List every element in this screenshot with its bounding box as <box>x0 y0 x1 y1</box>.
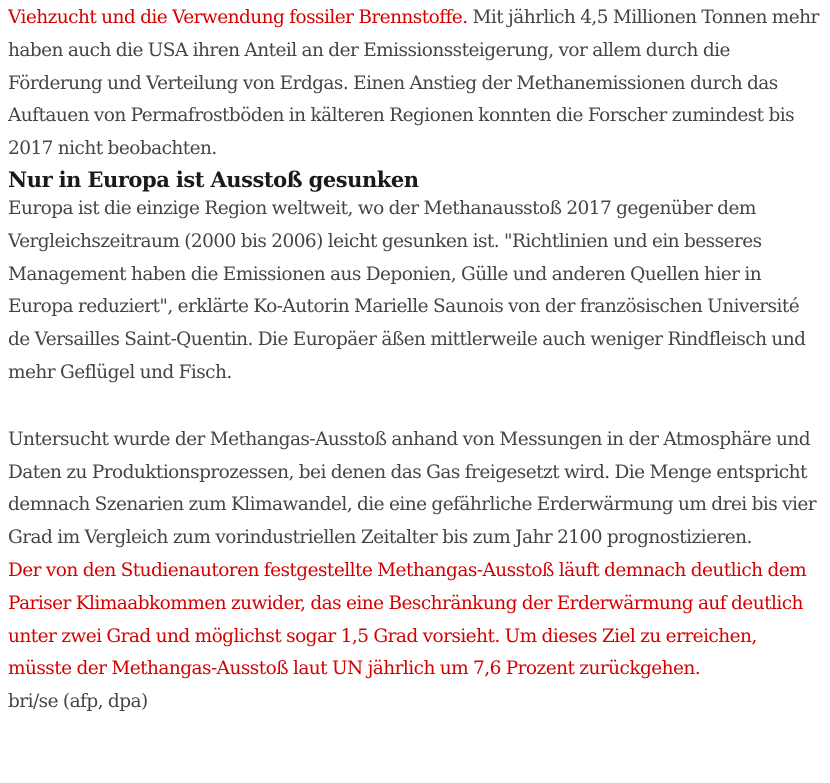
paragraph-intro-text: Mit jährlich 4,5 Millionen Tonnen mehr haben auch die USA ihren Anteil an der Emissionssteigerung, vor allem durch die Förderung und Verteilung von Erdgas. Einen Anstieg der Methanemissionen durch das Auftauen von Permafrostböden in kälteren Regionen konnten die Forscher zumindest bis 2017 nicht beobachten. <box>8 7 819 160</box>
paragraph-measurement: Untersucht wurde der Methangas-Ausstoß anhand von Messungen in der Atmosphäre und Daten zu Produktionsprozessen, bei denen das Gas freigesetzt wird. Die Menge entspricht demnach Szenarien zum Klimawandel, die eine gefährliche Erderwärmung um drei bis vier Grad im Vergleich zum vorindustriellen Zeitalter bis zum Jahr 2100 prognostizieren. <box>8 428 817 549</box>
highlighted-text: Viehzucht und die Verwendung fossiler Brennstoffe. <box>8 7 468 28</box>
article-body <box>8 2 823 719</box>
paragraph-spacer <box>8 390 823 424</box>
paragraph-europe: Europa ist die einzige Region weltweit, wo der Methanausstoß 2017 gegenüber dem Vergleichszeitraum (2000 bis 2006) leicht gesunken ist. "Richtlinien und ein besseres Management haben die Emissionen aus Deponien, Gülle und anderen Quellen hier in Europa reduziert", erklärte Ko-Autorin Marielle Saunois von der französischen Université de Versailles Saint-Quentin. Die Europäer äßen mittlerweile auch weniger Rindfleisch und mehr Geflügel und Fisch. <box>8 197 806 383</box>
section-heading: Nur in Europa ist Ausstoß gesunken <box>8 166 419 192</box>
paragraph-paris-agreement: Der von den Studienautoren festgestellte Methangas-Ausstoß läuft demnach deutlich dem Pariser Klimaabkommen zuwider, das eine Beschränkung der Erderwärmung auf deutlich unter zwei Grad und möglichst sogar 1,5 Grad vorsieht. Um dieses Ziel zu erreichen, müsste der Methangas-Ausstoß laut UN jährlich um 7,6 Prozent zurückgehen. <box>8 559 807 680</box>
article-credit: bri/se (afp, dpa) <box>8 691 148 713</box>
paragraph-intro <box>8 2 823 166</box>
